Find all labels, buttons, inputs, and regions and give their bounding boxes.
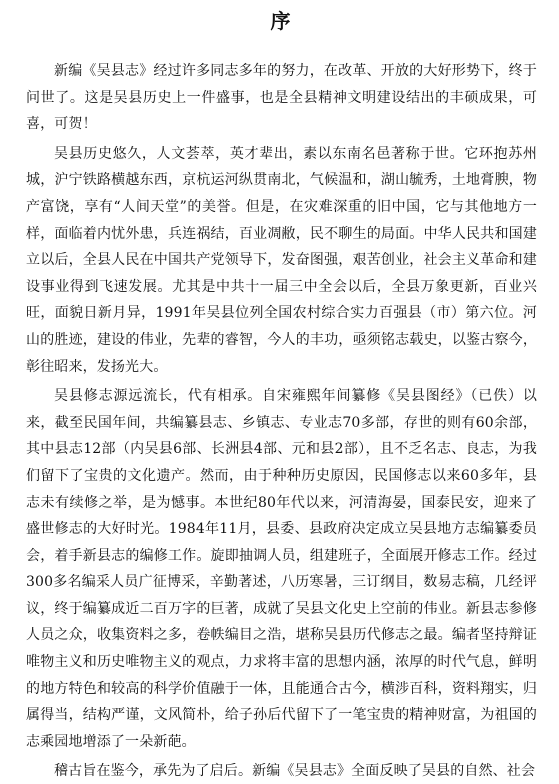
paragraph-1: 新编《吴县志》经过许多同志多年的努力，在改革、开放的大好形势下，终于问世了。这是吴县历史上一件盛事，也是全县精神文明建设结出的丰硕成果，可喜，可贺！ [26,63,537,133]
paragraph-2: 吴县历史悠久，人文荟萃，英才辈出，素以东南名邑著称于世。它环抱苏州城，沪宁铁路横越东西，京杭运河纵贯南北，气候温和，湖山毓秀，土地膏腴，物产富饶，享有“人间天堂”的美誉。但是，在灾难深重的旧中国，它与其他地方一样，面临着内忧外患，兵连祸结，百业凋敝，民不聊生的局面。中华人民共和国建立以后，全县人民在中国共产党领导下，发奋图强，艰苦创业，社会主义革命和建设事业得到飞速发展。尤其是中共十一届三中全会以后，全县万象更新，百业兴旺，面貌日新月异，1991年吴县位列全国农村综合实力百强县（市）第六位。河山的胜迹，建设的伟业，先辈的睿智，今人的丰功，亟须铭志载史，以鉴古察今，彰往昭来，发扬光大。 [26,145,537,375]
paragraph-4: 稽古旨在鉴今，承先为了启后。新编《吴县志》全面反映了吴县的自然、社会 [54,763,536,780]
preface-title: 序 [270,9,293,33]
paragraph-3: 吴县修志源远流长，代有相承。自宋雍熙年间纂修《吴县图经》（已佚）以来，截至民国年间，共编纂县志、乡镇志、专业志70多部，存世的则有60余部，其中县志12部（内吴县6部、长洲县4部、元和县2部），且不乏名志、良志，为我们留下了宝贵的文化遗产。然而，由于种种历史原因，民国修志以来60多年，县志未有续修之举，是为憾事。本世纪80年代以来，河清海晏，国泰民安，迎来了盛世修志的大好时光。1984年11月，县委、县政府决定成立吴县地方志编纂委员会，着手新县志的编修工作。旋即抽调人员，组建班子，全面展开修志工作。经过300多名编采人员广征博采，辛勤著述，八历寒暑，三订纲目，数易志稿，几经评议，终于编纂成近二百万字的巨著，成就了吴县文化史上空前的伟业。新县志参修人员之众，收集资料之多，卷帙编目之浩，堪称吴县历代修志之最。编者坚持辩证唯物主义和历史唯物主义的观点，力求将丰富的思想内涵，浓厚的时代气息，鲜明的地方特色和较高的科学价值融于一体，且能通合古今，横涉百科，资料翔实，归属得当，结构严谨，文风简朴，给子孙后代留下了一笔宝贵的精神财富，为祖国的志乘园地增添了一朵新葩。 [26,388,537,750]
